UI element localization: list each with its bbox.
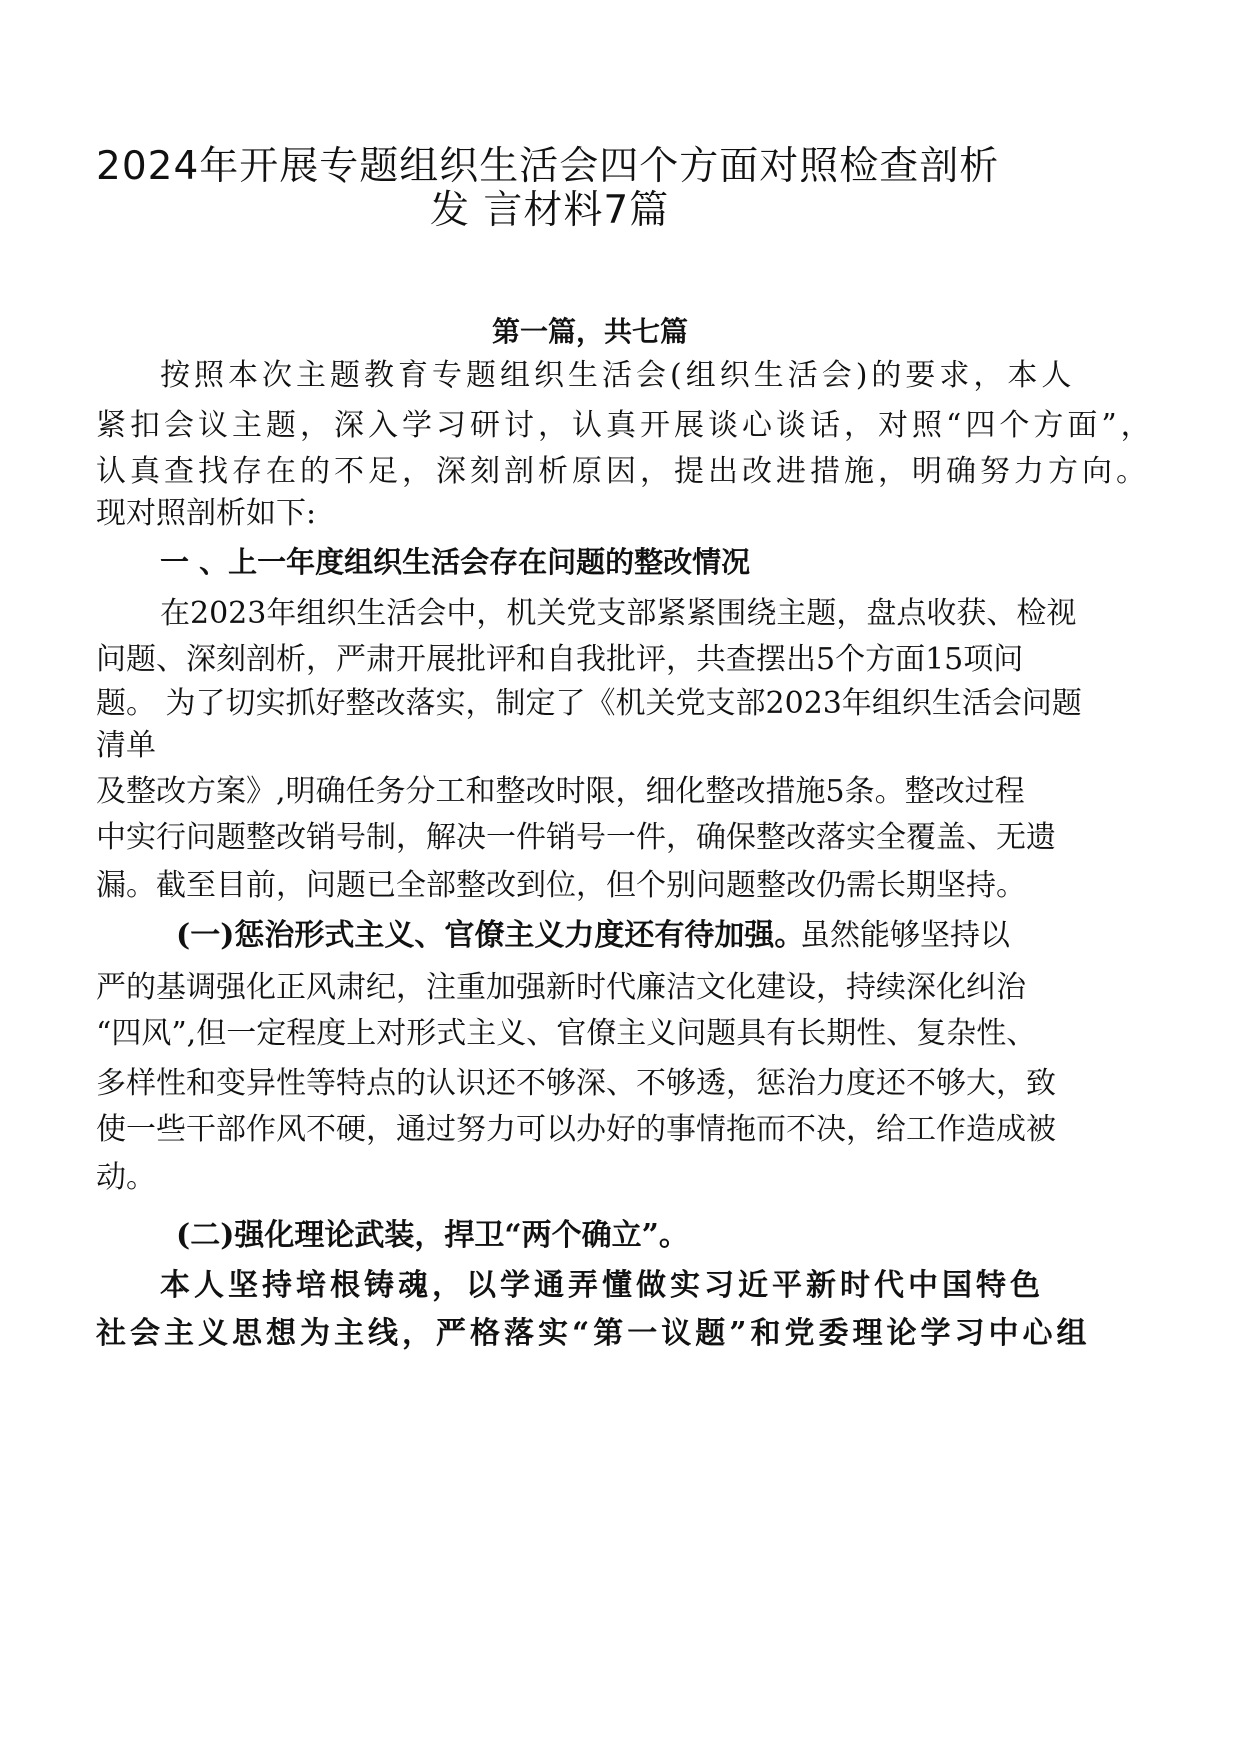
intro-line: 按照本次主题教育专题组织生活会(组织生活会)的要求，本人 bbox=[160, 358, 1076, 393]
item-paragraph-line: 社会主义思想为主线，严格落实“第一议题”和党委理论学习中心组 bbox=[96, 1316, 1091, 1351]
intro-line: 现对照剖析如下: bbox=[96, 496, 317, 531]
document-title-line-2: 发 言材料7篇 bbox=[430, 188, 670, 233]
section-paragraph-line: 在2023年组织生活会中，机关党支部紧紧围绕主题，盘点收获、检视 bbox=[160, 596, 1077, 631]
item-paragraph-line: 严的基调强化正风肃纪，注重加强新时代廉洁文化建设，持续深化纠治 bbox=[96, 970, 1026, 1005]
section-paragraph-line: 问题、深刻剖析，严肃开展批评和自我批评，共查摆出5个方面15项问 bbox=[96, 642, 1024, 677]
item-paragraph-line: “四风”,但一定程度上对形式主义、官僚主义问题具有长期性、复杂性、 bbox=[96, 1016, 1037, 1051]
section-paragraph-line: 清单 bbox=[96, 728, 156, 763]
section-paragraph-line: 漏。截至目前，问题已全部整改到位，但个别问题整改仍需长期坚持。 bbox=[96, 868, 1026, 903]
document-subtitle: 第一篇，共七篇 bbox=[492, 315, 689, 348]
item-paragraph-line: 多样性和变异性等特点的认识还不够深、不够透，惩治力度还不够大，致 bbox=[96, 1066, 1056, 1101]
document-title-line-1: 2024年开展专题组织生活会四个方面对照检查剖析 bbox=[96, 144, 1000, 189]
section-paragraph-line: 题。 为了切实抓好整改落实，制定了《机关党支部2023年组织生活会问题 bbox=[96, 686, 1082, 721]
section-heading: 一 、上一年度组织生活会存在问题的整改情况 bbox=[160, 545, 751, 579]
intro-line: 紧扣会议主题，深入学习研讨，认真开展谈心谈话，对照“四个方面”， bbox=[96, 408, 1155, 443]
item-heading: (一)惩治形式主义、官僚主义力度还有待加强。 bbox=[176, 918, 805, 953]
item-paragraph-line: 虽然能够坚持以 bbox=[800, 918, 1010, 953]
item-heading: (二)强化理论武装，捍卫“两个确立”。 bbox=[176, 1218, 689, 1253]
section-paragraph-line: 及整改方案》,明确任务分工和整改时限，细化整改措施5条。整改过程 bbox=[96, 774, 1025, 809]
item-paragraph-line: 本人坚持培根铸魂，以学通弄懂做实习近平新时代中国特色 bbox=[160, 1268, 1044, 1303]
intro-line: 认真查找存在的不足，深刻剖析原因，提出改进措施，明确努力方向。 bbox=[96, 454, 1150, 489]
item-paragraph-line: 使一些干部作风不硬，通过努力可以办好的事情拖而不决，给工作造成被 bbox=[96, 1112, 1056, 1147]
section-paragraph-line: 中实行问题整改销号制，解决一件销号一件，确保整改落实全覆盖、无遗 bbox=[96, 820, 1056, 855]
item-paragraph-line: 动。 bbox=[96, 1160, 156, 1195]
